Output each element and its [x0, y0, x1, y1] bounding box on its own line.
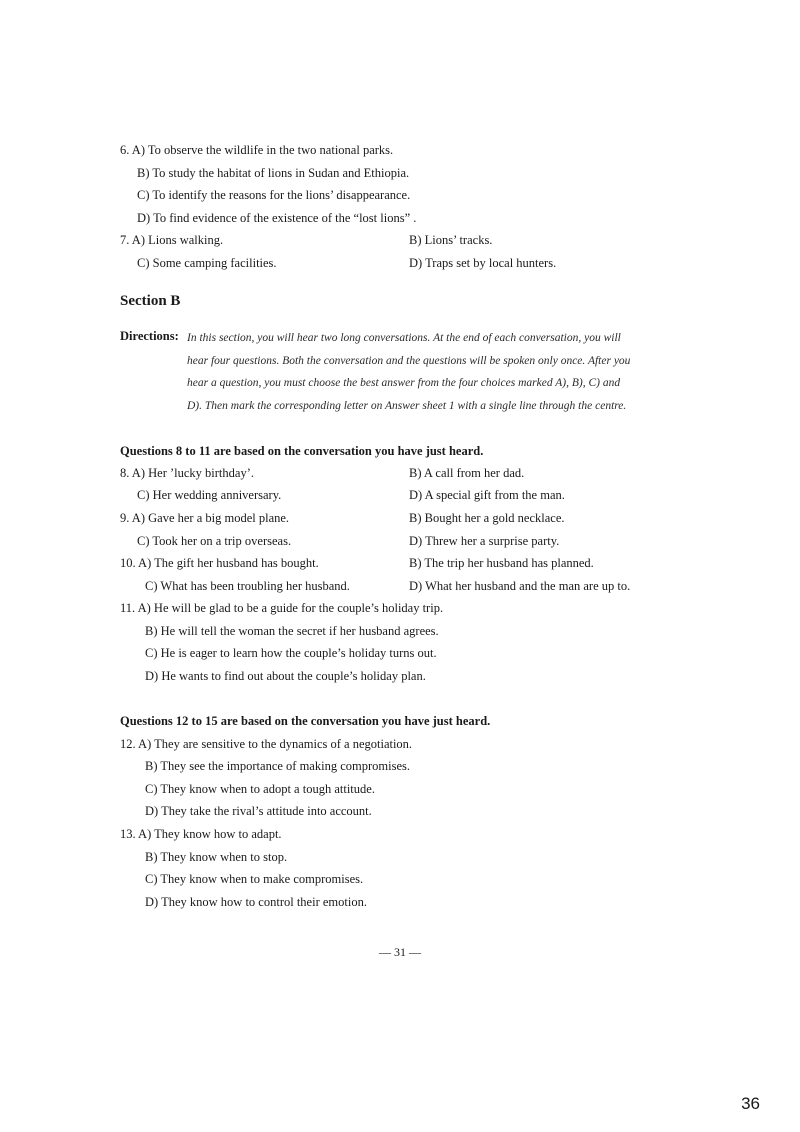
page-number-marker: — 31 — — [379, 945, 421, 959]
q11-option-c: C) He is eager to learn how the couple’s holiday turns out. — [145, 646, 437, 660]
q6-option-a: 6. A) To observe the wildlife in the two national parks. — [120, 143, 394, 157]
q12-option-a: 12. A) They are sensitive to the dynamics of a negotiation. — [120, 737, 413, 751]
q11-option-a: 11. A) He will be glad to be a guide for the couple’s holiday trip. — [120, 601, 444, 615]
q12-option-d: D) They take the rival’s attitude into account. — [145, 804, 372, 818]
directions-line: In this section, you will hear two long conversations. At the end of each conversation, you will — [187, 332, 621, 344]
q13-option-d: D) They know how to control their emotion. — [145, 895, 367, 909]
q10-option-c: C) What has been troubling her husband. — [145, 579, 350, 593]
scan-page-number: 36 — [741, 1094, 760, 1113]
q13-option-c: C) They know when to make compromises. — [145, 872, 364, 886]
q8-option-a: 8. A) Her ’lucky birthday’. — [120, 466, 254, 480]
q6-option-c: C) To identify the reasons for the lions’ disappearance. — [137, 188, 411, 202]
q7-option-a: 7. A) Lions walking. — [120, 233, 224, 247]
q10-option-d: D) What her husband and the man are up to. — [409, 579, 631, 593]
q13-option-b: B) They know when to stop. — [145, 850, 288, 864]
q9-option-c: C) Took her on a trip overseas. — [137, 534, 292, 548]
questions-12-15-heading: Questions 12 to 15 are based on the conversation you have just heard. — [120, 714, 491, 728]
q9-option-a: 9. A) Gave her a big model plane. — [120, 511, 290, 525]
q12-option-b: B) They see the importance of making compromises. — [145, 759, 410, 773]
section-title: Section B — [120, 293, 181, 309]
q8-option-d: D) A special gift from the man. — [409, 488, 565, 502]
q6-option-b: B) To study the habitat of lions in Sudan and Ethiopia. — [137, 166, 410, 180]
q12-option-c: C) They know when to adopt a tough attitude. — [145, 782, 375, 796]
directions-label: Directions: — [120, 329, 179, 343]
questions-8-11-heading: Questions 8 to 11 are based on the conversation you have just heard. — [120, 444, 484, 458]
q8-option-c: C) Her wedding anniversary. — [137, 488, 282, 502]
q9-option-d: D) Threw her a surprise party. — [409, 534, 560, 548]
q11-option-d: D) He wants to find out about the couple’s holiday plan. — [145, 669, 426, 683]
directions-line: hear four questions. Both the conversation and the questions will be spoken only once. After you — [187, 355, 631, 367]
q10-option-b: B) The trip her husband has planned. — [409, 556, 594, 570]
q13-option-a: 13. A) They know how to adapt. — [120, 827, 282, 841]
q7-option-d: D) Traps set by local hunters. — [409, 256, 557, 270]
q8-option-b: B) A call from her dad. — [409, 466, 525, 480]
directions-line: hear a question, you must choose the best answer from the four choices marked A), B), C) and — [187, 377, 621, 389]
q10-option-a: 10. A) The gift her husband has bought. — [120, 556, 319, 570]
q7-option-b: B) Lions’ tracks. — [409, 233, 493, 247]
q7-option-c: C) Some camping facilities. — [137, 256, 277, 270]
directions-line: D). Then mark the corresponding letter on Answer sheet 1 with a single line through the centre. — [187, 400, 627, 412]
q6-option-d: D) To find evidence of the existence of the “lost lions” . — [137, 211, 417, 225]
q11-option-b: B) He will tell the woman the secret if her husband agrees. — [145, 624, 439, 638]
q9-option-b: B) Bought her a gold necklace. — [409, 511, 565, 525]
